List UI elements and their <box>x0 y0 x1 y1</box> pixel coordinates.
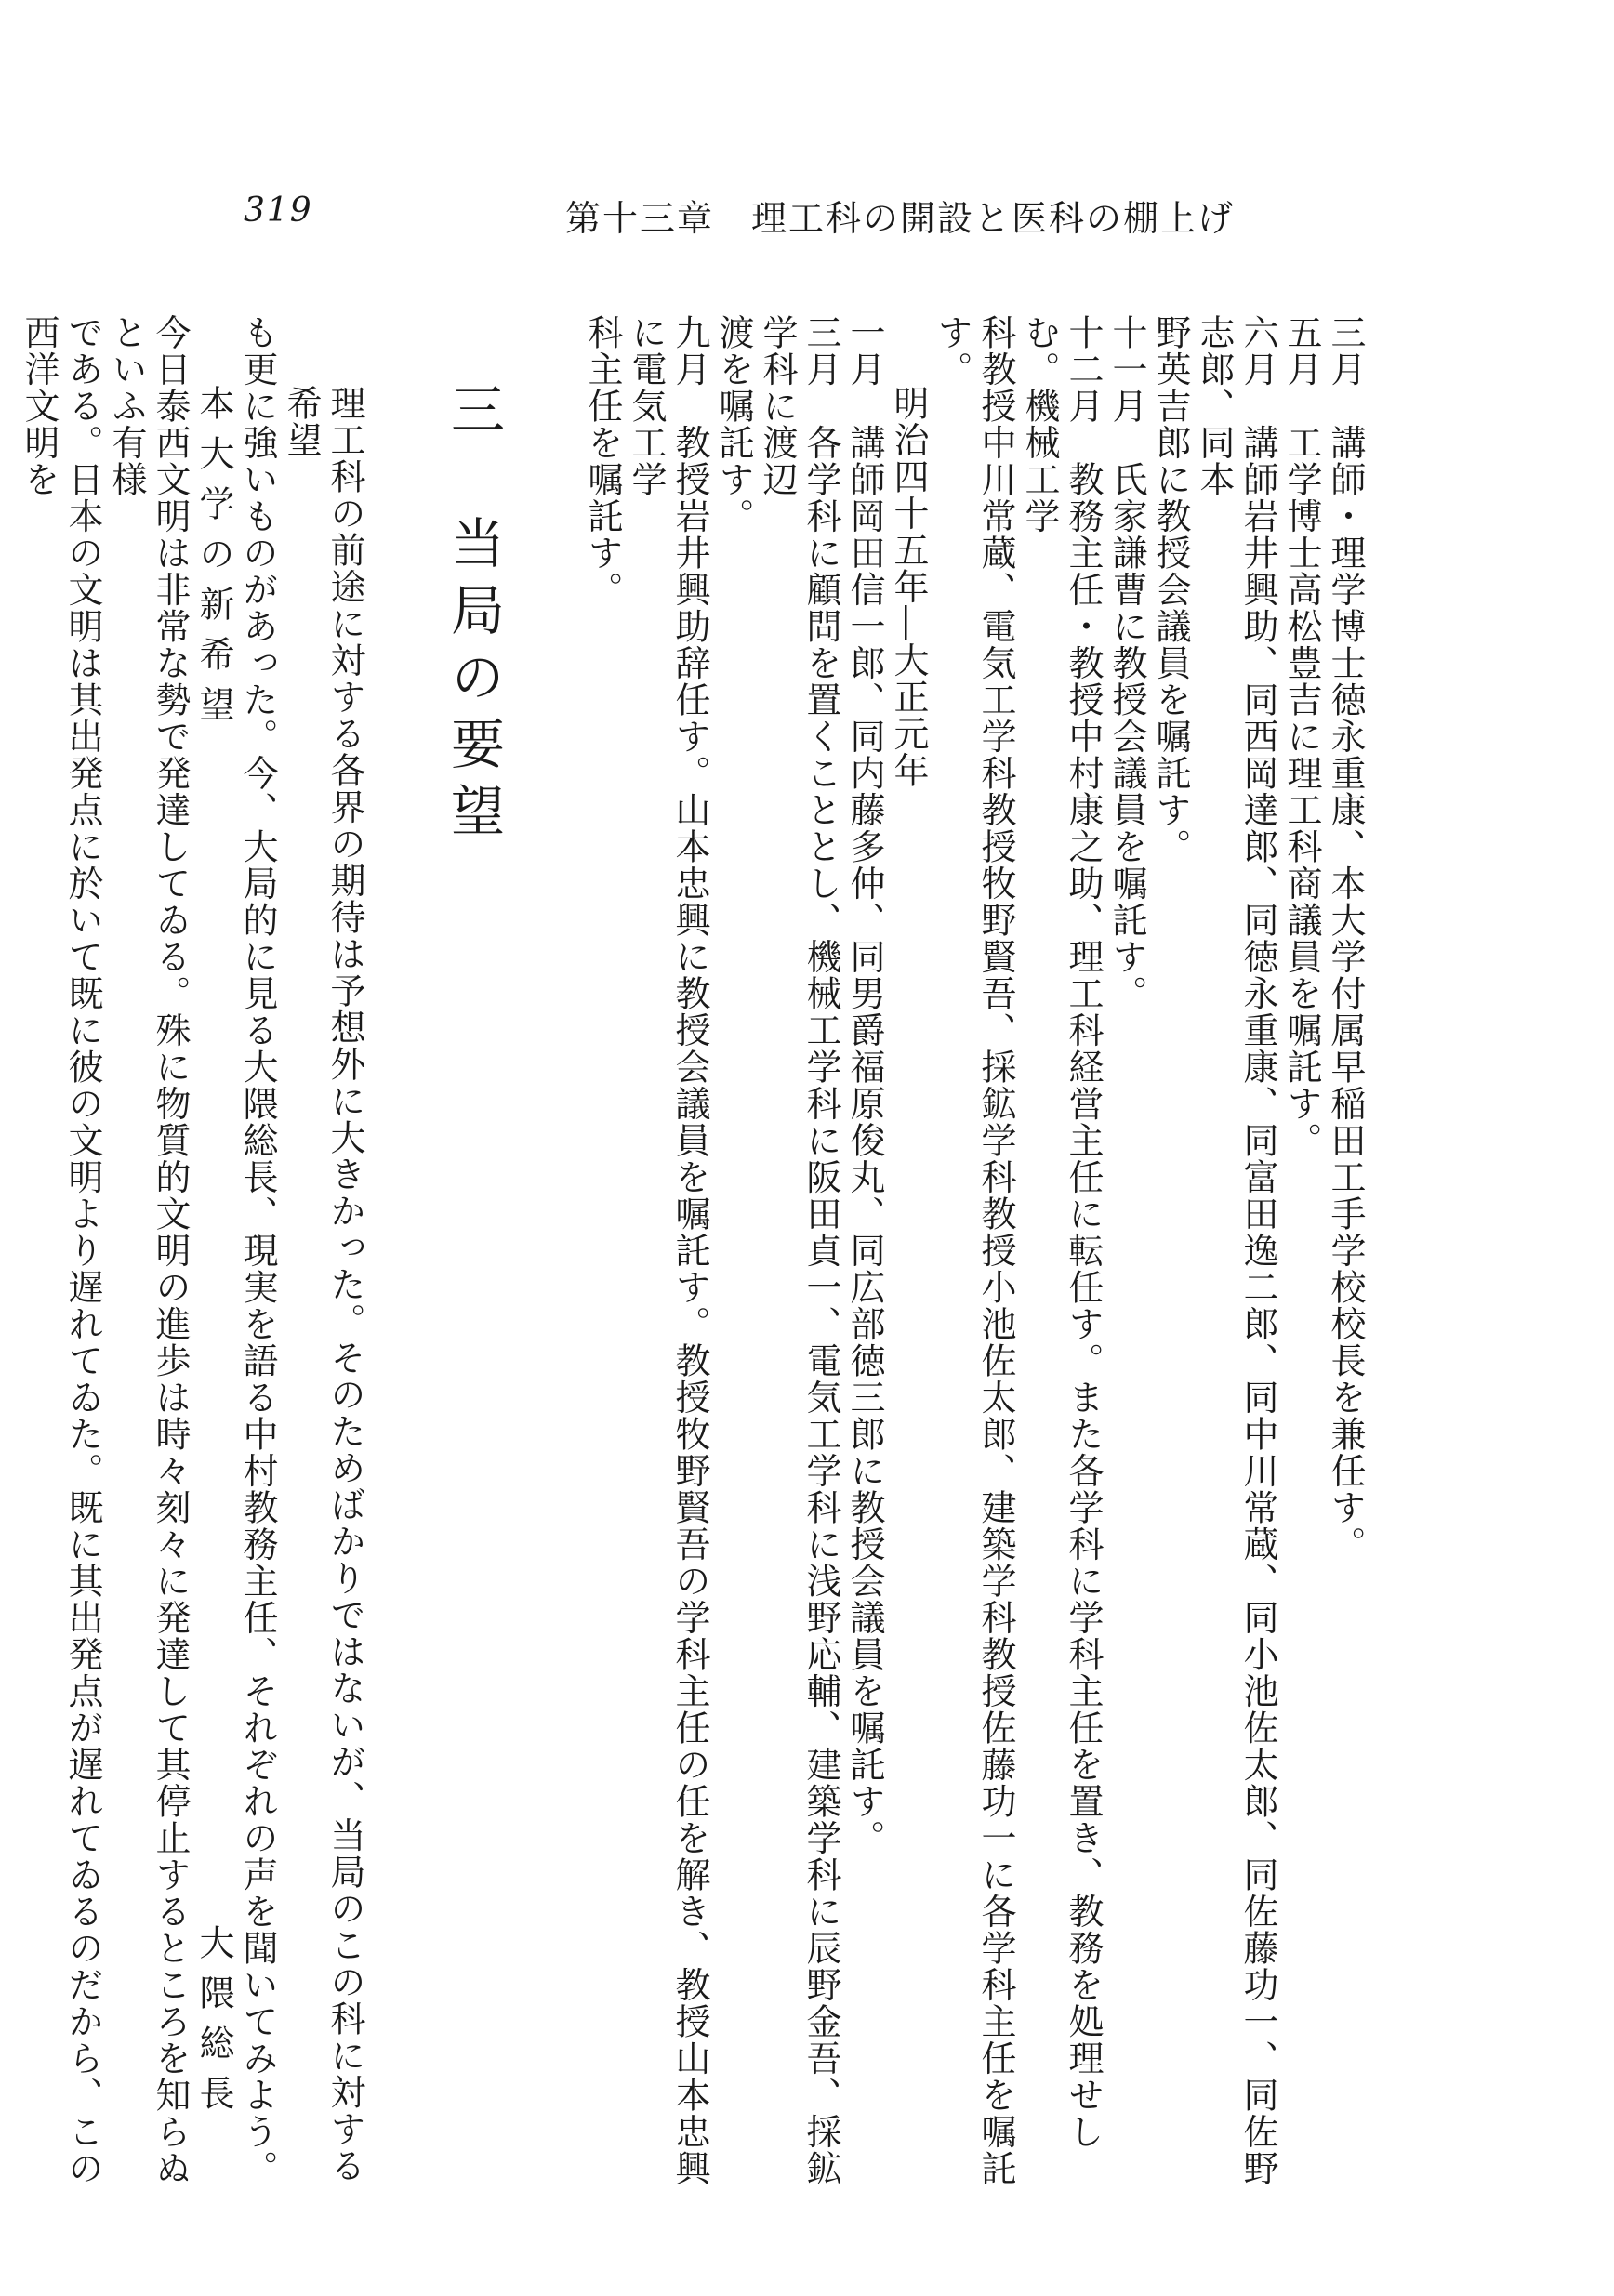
text-line: 三月 各学科に顧問を置くこととし、機械工学科に阪田貞一、電気工学科に浅野応輔、建築学科に辰野金吾、採鉱学科に渡辺 <box>757 314 841 2187</box>
text-line: 十二月 教務主任・教授中村康之助、理工科経営主任に転任す。また各学科に学科主任を置き、教務を処理せしむ。機械工学 <box>1019 314 1104 2150</box>
year-heading: 明治四十五年―大正元年 <box>888 385 929 789</box>
text-line: 渡を嘱託す。 <box>713 314 754 534</box>
running-head: 第十三章 理工科の開設と医科の棚上げ <box>565 198 1236 239</box>
body-text <box>17 314 1367 2192</box>
text-line: 一月 講師岡田信一郎、同内藤多仲、同男爵福原俊丸、同広部徳三郎に教授会議員を嘱託す。 <box>844 314 885 1856</box>
paragraph-line: も更に強いものがあった。今、大局的に見る大隈総長、現実を語る中村教務主任、それぞれの声を聞いてみよう。 <box>237 314 278 2187</box>
sub-heading: 本大学の新希望 <box>193 385 234 736</box>
text-line: 十一月 氏家謙曹に教授会議員を嘱託す。 <box>1106 314 1147 1012</box>
section-number: 三 <box>442 381 505 448</box>
text-line: 野英吉郎に教授会議員を嘱託す。 <box>1150 314 1191 865</box>
text-line: 科教授中川常蔵、電気工学科教授牧野賢吾、採鉱学科教授小池佐太郎、建築学科教授佐藤功一に各学科主任を嘱託す。 <box>932 314 1016 2187</box>
text-line: 九月 教授岩井興助辞任す。山本忠興に教授会議員を嘱託す。教授牧野賢吾の学科主任の任を解き、教授山本忠興に電気工学 <box>626 314 710 2187</box>
subheading-row <box>192 314 235 2192</box>
text-line: 五月 工学博士高松豊吉に理工科商議員を嘱託す。 <box>1281 314 1322 1159</box>
text-line: 科主任を嘱託す。 <box>582 314 623 608</box>
page-number: 319 <box>244 191 313 230</box>
section-title <box>442 314 505 2192</box>
section-title-text: 当局の要望 <box>442 515 505 850</box>
paragraph-line: である。日本の文明は其出発点に於いて既に彼の文明より遅れてゐた。既に其出発点が遅れてゐるのだから、この西洋文明を <box>19 314 103 2187</box>
text-line: 三月 講師・理学博士徳永重康、本大学付属早稲田工手学校校長を兼任す。 <box>1325 314 1366 1563</box>
sub-speaker: 大隈総長 <box>193 1924 234 2125</box>
paragraph-line: 今日泰西文明は非常な勢で発達してゐる。殊に物質的文明の進歩は時々刻々に発達して其停止するところを知らぬといふ有様 <box>106 314 191 2187</box>
text-line: 六月 講師岩井興助、同西岡達郎、同徳永重康、同富田逸二郎、同中川常蔵、同小池佐太郎、同佐藤功一、同佐野志郎、同本 <box>1194 314 1278 2187</box>
paragraph-line: 理工科の前途に対する各界の期待は予想外に大きかった。そのためばかりではないが、当局のこの科に対する希望 <box>281 385 365 2184</box>
